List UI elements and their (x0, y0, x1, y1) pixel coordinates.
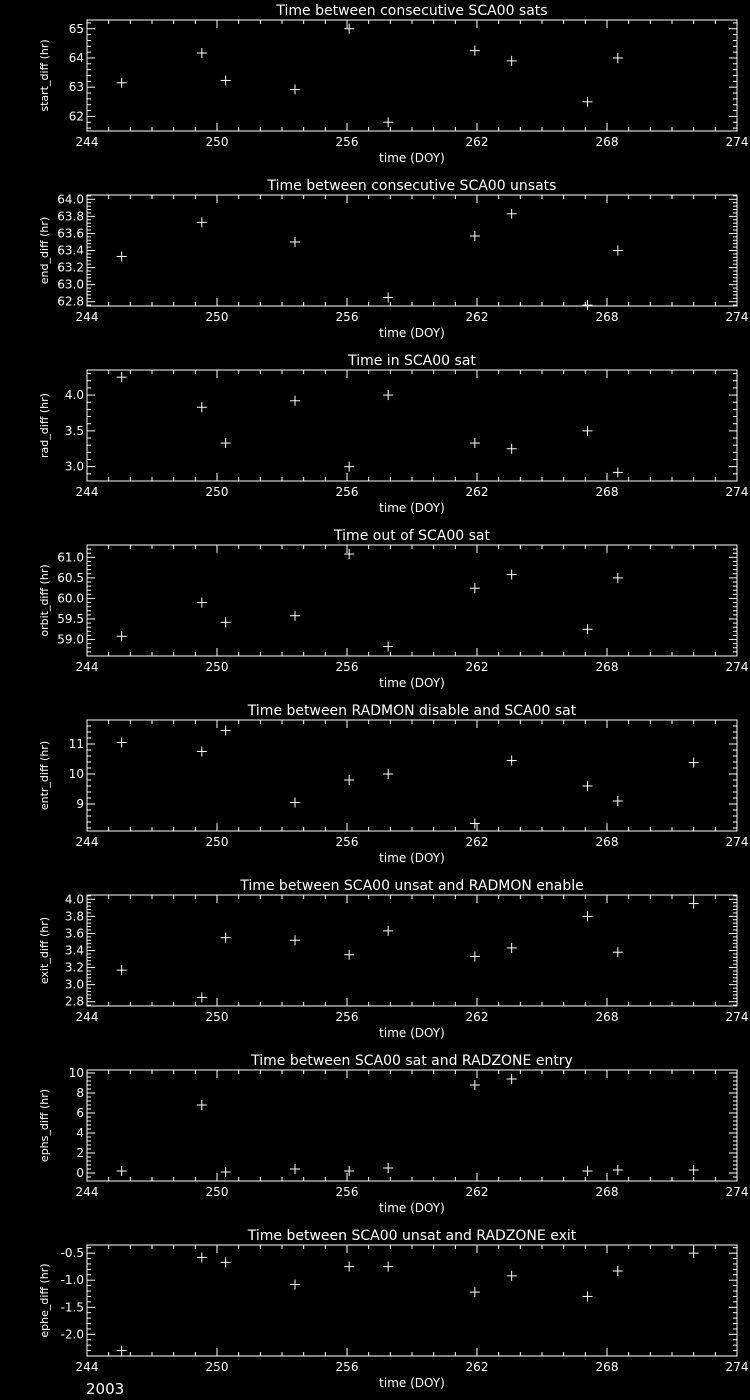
plot-frame (87, 895, 737, 1006)
data-point (613, 947, 623, 957)
data-point (470, 951, 480, 961)
data-point (613, 53, 623, 63)
data-point (221, 726, 231, 736)
y-axis-label: ephs_diff (hr) (38, 1088, 51, 1163)
data-point (197, 598, 207, 608)
y-tick-label: 64 (68, 50, 84, 65)
x-axis-label: time (DOY) (379, 326, 445, 340)
chart-title: Time between SCA00 unsat and RADMON enable (240, 878, 584, 894)
data-point (470, 583, 480, 593)
plot-frame (87, 195, 737, 306)
chart-title: Time out of SCA00 sat (334, 528, 490, 544)
x-tick-label: 244 (75, 1010, 99, 1024)
chart-panel-7 (38, 1053, 748, 1215)
y-tick-label: 6 (76, 1106, 84, 1120)
x-axis-label: time (DOY) (379, 1026, 445, 1040)
data-point (583, 426, 593, 436)
y-axis-label: start_diff (hr) (38, 39, 51, 112)
y-tick-label: 4.0 (64, 388, 84, 403)
data-point (344, 24, 354, 34)
y-tick-label: 63.4 (57, 243, 84, 258)
data-point (290, 1164, 300, 1174)
data-point (470, 1287, 480, 1297)
y-tick-label: 62.8 (57, 294, 84, 309)
data-point (383, 292, 393, 302)
chart-title: Time between SCA00 unsat and RADZONE exit (247, 1228, 577, 1244)
data-point (507, 570, 517, 580)
data-point (290, 935, 300, 945)
x-tick-label: 274 (725, 660, 749, 674)
y-tick-label: 4 (76, 1126, 84, 1140)
data-point (507, 1271, 517, 1281)
y-tick-label: -2.0 (60, 1327, 84, 1342)
x-tick-label: 268 (595, 660, 619, 674)
data-point (383, 1262, 393, 1272)
x-tick-label: 274 (725, 1360, 749, 1374)
y-axis-label: orbit_diff (hr) (38, 564, 51, 637)
x-tick-label: 262 (465, 135, 489, 149)
x-tick-label: 256 (335, 660, 359, 674)
x-tick-label: 268 (595, 310, 619, 324)
x-tick-label: 268 (595, 835, 619, 849)
y-tick-label: 11 (68, 737, 84, 751)
plot-frame (87, 1070, 737, 1181)
x-tick-label: 274 (725, 1185, 749, 1199)
data-point (197, 48, 207, 58)
data-point (689, 899, 699, 909)
data-point (117, 1166, 127, 1176)
y-tick-label: 62 (68, 109, 84, 124)
y-axis-label: rad_diff (hr) (38, 393, 51, 458)
data-point (197, 1100, 207, 1110)
x-tick-label: 250 (205, 1185, 229, 1199)
y-axis-label: exit_diff (hr) (38, 916, 51, 985)
y-axis-label: end_diff (hr) (38, 216, 51, 285)
x-tick-label: 244 (75, 485, 99, 499)
data-point (117, 965, 127, 975)
chart-panel-5 (38, 703, 748, 865)
data-point (290, 611, 300, 621)
x-tick-label: 262 (465, 1010, 489, 1024)
data-point (689, 1248, 699, 1258)
y-tick-label: 3.5 (64, 423, 84, 438)
y-tick-label: 61.0 (57, 550, 84, 565)
data-point (117, 738, 127, 748)
plot-frame (87, 370, 737, 481)
data-point (583, 97, 593, 107)
data-point (221, 75, 231, 85)
y-tick-label: 63.6 (57, 226, 84, 241)
chart-panel-6 (38, 878, 748, 1040)
y-tick-label: 3.8 (64, 909, 84, 924)
data-point (470, 231, 480, 241)
data-point (507, 56, 517, 66)
data-point (117, 251, 127, 261)
y-tick-label: 10 (68, 1066, 84, 1080)
y-tick-label: 59.5 (57, 612, 84, 626)
data-point (290, 1280, 300, 1290)
y-tick-label: 4.0 (64, 892, 84, 907)
data-point (383, 769, 393, 779)
data-point (689, 758, 699, 768)
data-point (290, 798, 300, 808)
x-tick-label: 274 (725, 485, 749, 499)
data-point (507, 444, 517, 454)
x-tick-label: 262 (465, 310, 489, 324)
x-tick-label: 268 (595, 485, 619, 499)
data-point (383, 1163, 393, 1173)
data-point (290, 396, 300, 406)
data-point (583, 911, 593, 921)
y-tick-label: 8 (76, 1086, 84, 1100)
data-point (344, 775, 354, 785)
data-point (290, 237, 300, 247)
y-axis-label: entr_diff (hr) (38, 740, 51, 811)
data-point (117, 631, 127, 641)
data-point (221, 1167, 231, 1177)
chart-panel-2 (38, 178, 748, 340)
x-tick-label: 262 (465, 1185, 489, 1199)
data-point (507, 943, 517, 953)
data-point (583, 1166, 593, 1176)
y-tick-label: 63.8 (57, 209, 84, 224)
chart-panel-1 (38, 3, 748, 165)
x-tick-label: 274 (725, 1010, 749, 1024)
y-tick-label: -1.0 (60, 1273, 84, 1288)
data-point (117, 1346, 127, 1356)
data-point (221, 438, 231, 448)
y-tick-label: 10 (68, 767, 84, 781)
x-tick-label: 268 (595, 1185, 619, 1199)
x-tick-label: 256 (335, 135, 359, 149)
data-point (117, 78, 127, 88)
data-point (197, 1252, 207, 1262)
data-point (221, 617, 231, 627)
y-tick-label: 60.0 (57, 591, 84, 606)
x-tick-label: 256 (335, 1185, 359, 1199)
y-tick-label: 3.4 (64, 943, 84, 958)
plot-frame (87, 1245, 737, 1356)
x-tick-label: 244 (75, 1185, 99, 1199)
y-tick-label: 63 (68, 80, 84, 95)
data-point (613, 1165, 623, 1175)
chart-title: Time in SCA00 sat (348, 353, 476, 369)
data-point (507, 209, 517, 219)
data-point (221, 1257, 231, 1267)
y-tick-label: 2 (76, 1146, 84, 1160)
data-point (507, 756, 517, 766)
x-tick-label: 250 (205, 660, 229, 674)
data-point (689, 1165, 699, 1175)
chart-title: Time between consecutive SCA00 unsats (267, 178, 557, 194)
x-tick-label: 268 (595, 1360, 619, 1374)
x-tick-label: 274 (725, 835, 749, 849)
data-point (197, 747, 207, 757)
chart-title: Time between consecutive SCA00 sats (276, 3, 548, 19)
y-tick-label: 65 (68, 21, 84, 36)
data-point (583, 1291, 593, 1301)
y-tick-label: 63.2 (57, 260, 84, 275)
data-point (197, 992, 207, 1002)
x-tick-label: 274 (725, 310, 749, 324)
y-tick-label: 9 (76, 797, 84, 811)
data-point (197, 217, 207, 227)
y-tick-label: 3.2 (64, 960, 84, 975)
data-point (470, 1080, 480, 1090)
y-tick-label: 63.0 (57, 277, 84, 292)
x-axis-label: time (DOY) (379, 676, 445, 690)
y-axis-label: ephe_diff (hr) (38, 1263, 51, 1338)
x-axis-label: time (DOY) (379, 151, 445, 165)
data-point (344, 462, 354, 472)
chart-panel-4 (38, 528, 748, 690)
y-tick-label: 59.0 (57, 632, 84, 647)
data-point (221, 933, 231, 943)
data-point (613, 573, 623, 583)
chart-panel-3 (38, 353, 748, 515)
data-point (470, 46, 480, 56)
data-point (344, 1262, 354, 1272)
data-point (383, 390, 393, 400)
y-tick-label: 2.8 (64, 994, 84, 1009)
y-tick-label: 3.0 (64, 977, 84, 992)
x-tick-label: 262 (465, 1360, 489, 1374)
chart-title: Time between RADMON disable and SCA00 sat (247, 703, 577, 719)
data-point (613, 467, 623, 477)
x-axis-label: time (DOY) (379, 1201, 445, 1215)
x-tick-label: 256 (335, 1360, 359, 1374)
x-tick-label: 250 (205, 835, 229, 849)
y-tick-label: 64.0 (57, 192, 84, 207)
x-tick-label: 250 (205, 310, 229, 324)
x-tick-label: 250 (205, 1360, 229, 1374)
y-tick-label: 0 (76, 1166, 84, 1180)
plot-frame (87, 720, 737, 831)
data-point (344, 1166, 354, 1176)
y-tick-label: -1.5 (60, 1300, 84, 1315)
plot-frame (87, 545, 737, 656)
y-tick-label: 3.6 (64, 926, 84, 941)
x-tick-label: 250 (205, 1010, 229, 1024)
x-tick-label: 256 (335, 485, 359, 499)
data-point (583, 781, 593, 791)
x-tick-label: 250 (205, 135, 229, 149)
data-point (583, 300, 593, 310)
y-tick-label: -0.5 (60, 1246, 84, 1261)
data-point (383, 642, 393, 652)
x-tick-label: 274 (725, 135, 749, 149)
data-point (383, 117, 393, 127)
x-tick-label: 256 (335, 310, 359, 324)
data-point (507, 1074, 517, 1084)
chart-title: Time between SCA00 sat and RADZONE entry (251, 1053, 573, 1069)
data-point (613, 796, 623, 806)
x-tick-label: 256 (335, 1010, 359, 1024)
plot-frame (87, 20, 737, 131)
data-point (613, 246, 623, 256)
data-point (290, 85, 300, 95)
x-axis-label: time (DOY) (379, 501, 445, 515)
x-tick-label: 262 (465, 485, 489, 499)
x-tick-label: 244 (75, 310, 99, 324)
x-tick-label: 244 (75, 135, 99, 149)
chart-panel-8 (38, 1228, 748, 1390)
x-tick-label: 250 (205, 485, 229, 499)
year-label: 2003 (86, 1380, 125, 1398)
data-point (117, 372, 127, 382)
data-point (197, 402, 207, 412)
data-point (344, 950, 354, 960)
x-tick-label: 244 (75, 835, 99, 849)
x-tick-label: 262 (465, 835, 489, 849)
data-point (583, 624, 593, 634)
data-point (383, 926, 393, 936)
x-tick-label: 244 (75, 660, 99, 674)
x-axis-label: time (DOY) (379, 1376, 445, 1390)
x-tick-label: 262 (465, 660, 489, 674)
x-tick-label: 244 (75, 1360, 99, 1374)
x-tick-label: 268 (595, 135, 619, 149)
data-point (613, 1266, 623, 1276)
x-tick-label: 268 (595, 1010, 619, 1024)
x-tick-label: 256 (335, 835, 359, 849)
data-point (344, 549, 354, 559)
data-point (470, 438, 480, 448)
y-tick-label: 3.0 (64, 459, 84, 474)
x-axis-label: time (DOY) (379, 851, 445, 865)
y-tick-label: 60.5 (57, 570, 84, 585)
data-point (470, 819, 480, 829)
